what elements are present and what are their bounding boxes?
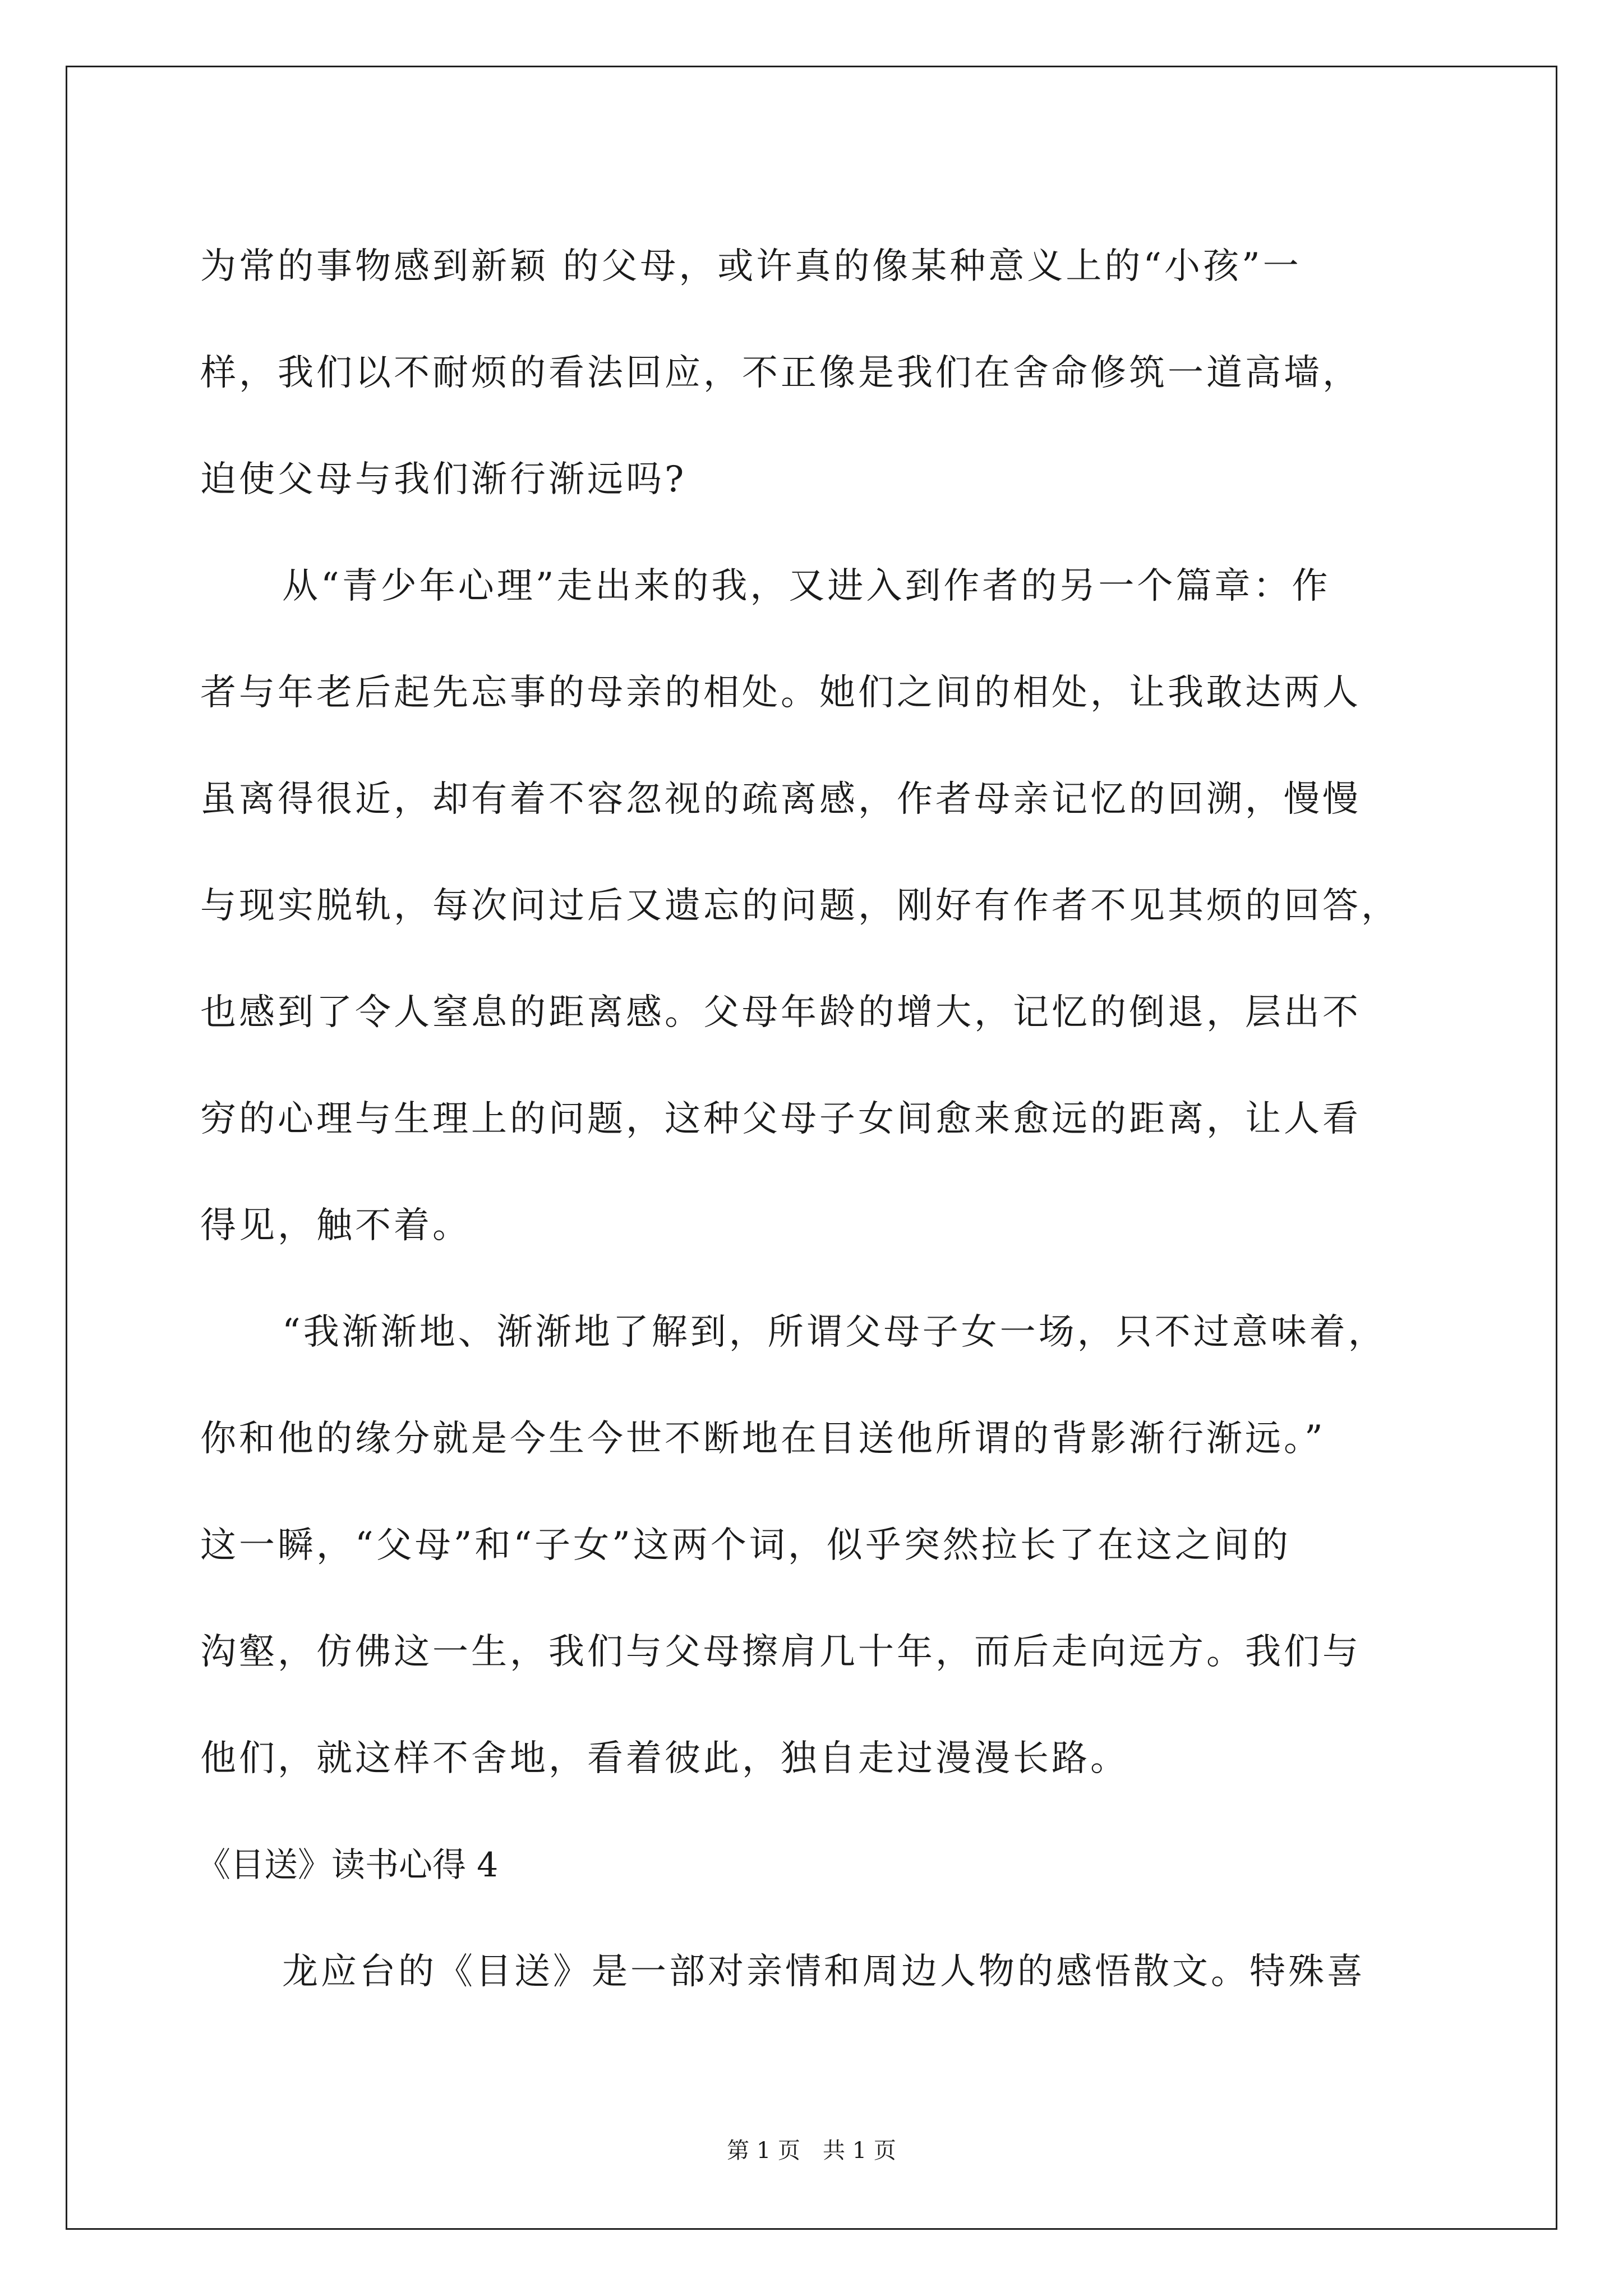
section-heading: 《目送》读书心得 4 xyxy=(197,1846,499,1885)
text-line: 者与年老后起先忘事的母亲的相处。她们之间的相处，让我敢达两人 xyxy=(200,672,1361,714)
paragraph-start-line: 龙应台的《目送》是一部对亲情和周边人物的感悟散文。特殊喜 xyxy=(282,1951,1366,1993)
text-line: 他们，就这样不舍地，看着彼此，独自走过漫漫长路。 xyxy=(200,1738,1129,1779)
paragraph-start-line: 从“青少年心理”走出来的我，又进入到作者的另一个篇章：作 xyxy=(282,565,1331,607)
text-line: 为常的事物感到新颖 的父母，或许真的像某种意义上的“小孩”一 xyxy=(200,246,1302,287)
page-total: 共 1 页 xyxy=(823,2138,896,2164)
text-line: 虽离得很近，却有着不容忽视的疏离感，作者母亲记忆的回溯，慢慢 xyxy=(200,779,1361,820)
text-line: 你和他的缘分就是今生今世不断地在目送他所谓的背影渐行渐远。” xyxy=(200,1418,1326,1460)
text-line: 与现实脱轨，每次问过后又遗忘的问题，刚好有作者不见其烦的回答， xyxy=(200,885,1400,927)
paragraph-start-line: “我渐渐地、渐渐地了解到，所谓父母子女一场，只不过意味着， xyxy=(282,1312,1387,1353)
document-body xyxy=(197,213,1468,2025)
text-line: 这一瞬，“父母”和“子女”这两个词，似乎突然拉长了在这之间的 xyxy=(200,1525,1291,1566)
text-line: 也感到了令人窒息的距离感。父母年龄的增大，记忆的倒退，层出不 xyxy=(200,992,1361,1033)
page-footer xyxy=(0,2133,1623,2165)
text-line: 得见，触不着。 xyxy=(200,1205,471,1246)
text-line: 样，我们以不耐烦的看法回应，不正像是我们在舍命修筑一道高墙， xyxy=(200,352,1361,394)
text-line: 迫使父母与我们渐行渐远吗? xyxy=(200,459,687,500)
text-line: 穷的心理与生理上的问题，这种父母子女间愈来愈远的距离，让人看 xyxy=(200,1098,1361,1140)
text-line: 沟壑，仿佛这一生，我们与父母擦肩几十年，而后走向远方。我们与 xyxy=(200,1631,1361,1673)
page-number: 第 1 页 xyxy=(727,2138,800,2164)
